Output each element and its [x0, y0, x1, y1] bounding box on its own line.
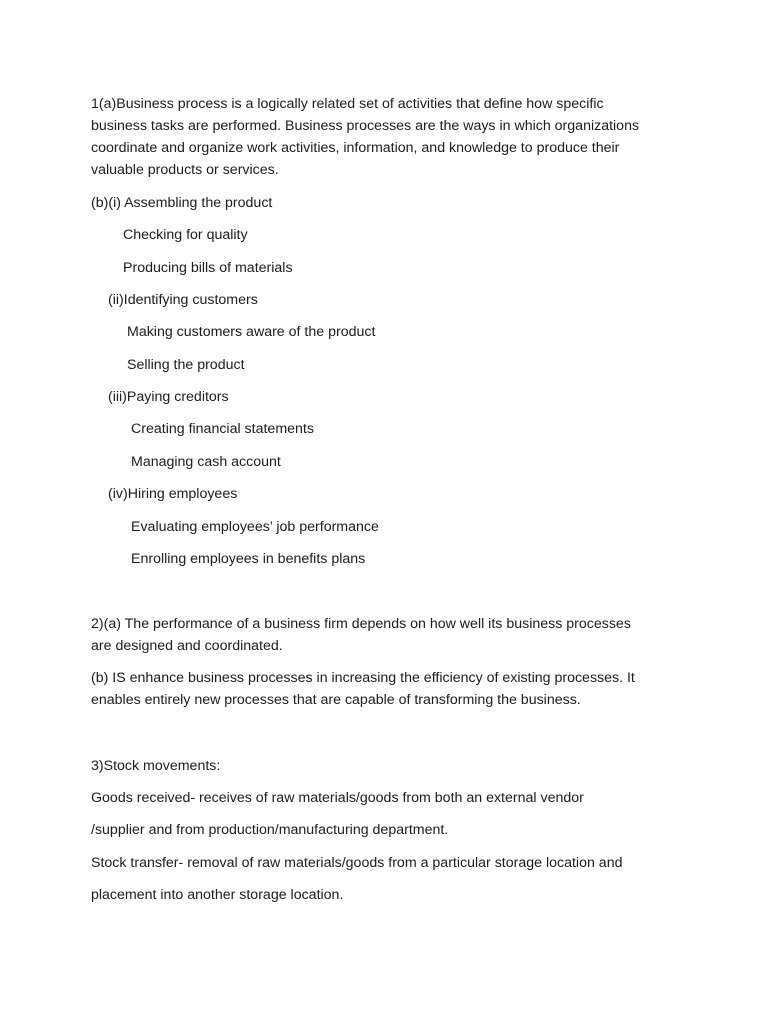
- q3-heading: 3)Stock movements:: [91, 758, 221, 774]
- q3-line-2: /supplier and from production/manufacturing department.: [91, 822, 449, 838]
- q1b-iv-heading: (iv)Hiring employees: [108, 486, 238, 502]
- q1b-i-item-1: Checking for quality: [123, 227, 248, 243]
- q1b-iii-heading: (iii)Paying creditors: [108, 389, 229, 405]
- q2a-line-1: 2)(a) The performance of a business firm depends on how well its business processes: [91, 616, 631, 632]
- q1a-line-1: 1(a)Business process is a logically related set of activities that define how specific: [91, 96, 604, 112]
- q2a-line-2: are designed and coordinated.: [91, 638, 283, 654]
- q1b-i-heading: (b)(i) Assembling the product: [91, 195, 273, 211]
- q1b-ii-item-2: Selling the product: [127, 357, 245, 373]
- q2b-line-1: (b) IS enhance business processes in increasing the efficiency of existing processes. It: [91, 670, 635, 686]
- q1b-ii-item-1: Making customers aware of the product: [127, 324, 376, 340]
- q1b-iii-item-1: Creating financial statements: [131, 421, 314, 437]
- q1a-line-2: business tasks are performed. Business processes are the ways in which organizations: [91, 118, 640, 134]
- q1b-i-item-2: Producing bills of materials: [123, 260, 293, 276]
- q3-line-4: placement into another storage location.: [91, 887, 344, 903]
- q1b-iv-item-2: Enrolling employees in benefits plans: [131, 551, 366, 567]
- q3-line-1: Goods received- receives of raw materials/goods from both an external vendor: [91, 790, 584, 806]
- q2b-line-2: enables entirely new processes that are capable of transforming the business.: [91, 692, 581, 708]
- q1a-line-3: coordinate and organize work activities, information, and knowledge to produce their: [91, 140, 620, 156]
- q1b-ii-heading: (ii)Identifying customers: [108, 292, 258, 308]
- q3-line-3: Stock transfer- removal of raw materials/goods from a particular storage location and: [91, 855, 623, 871]
- q1b-iii-item-2: Managing cash account: [131, 454, 281, 470]
- q1b-iv-item-1: Evaluating employees’ job performance: [131, 519, 379, 535]
- q1a-line-4: valuable products or services.: [91, 162, 279, 178]
